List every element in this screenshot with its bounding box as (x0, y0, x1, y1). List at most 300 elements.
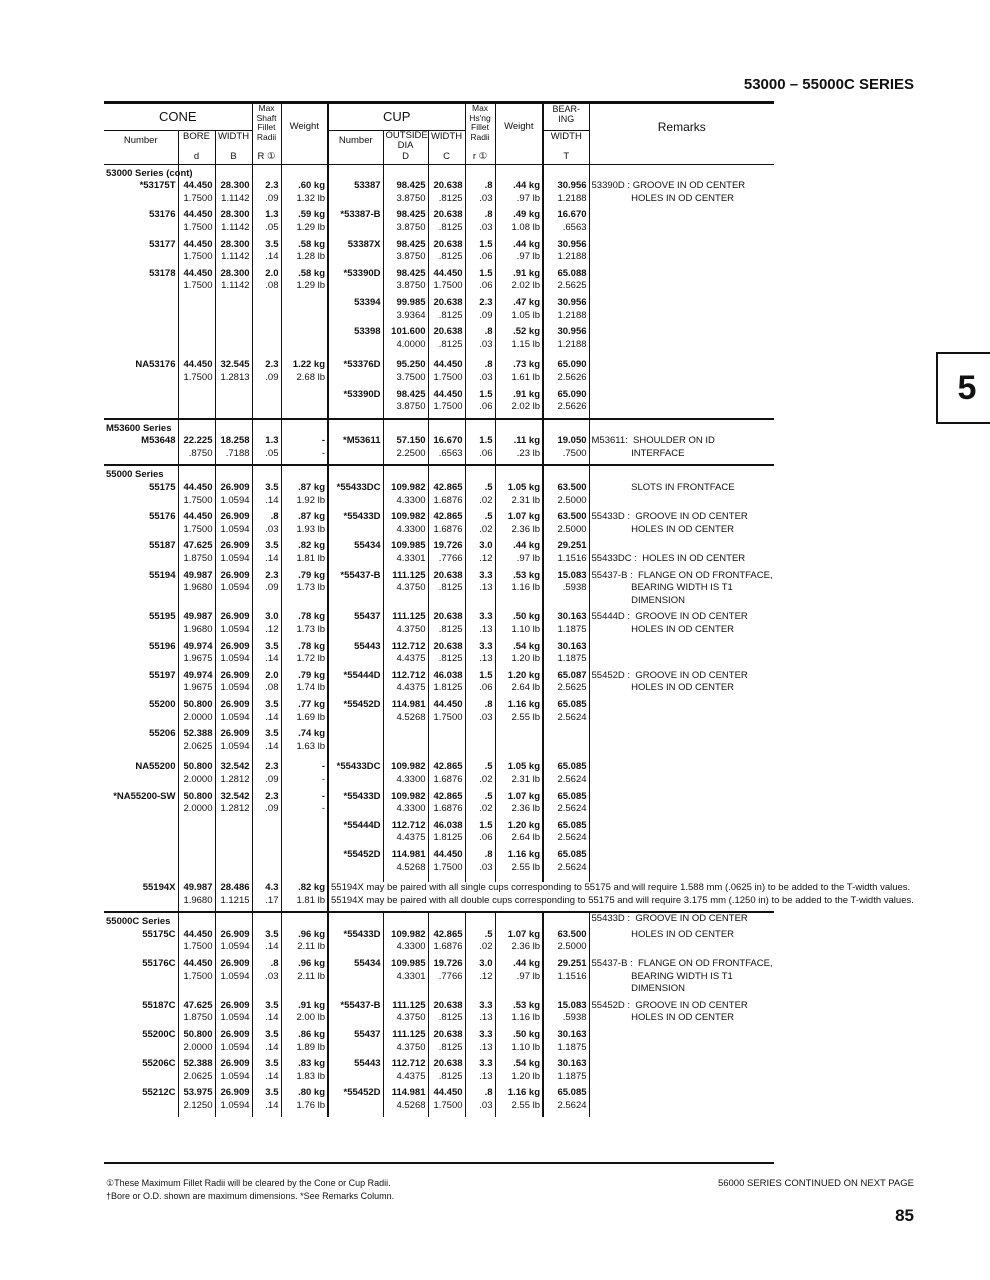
bearing-width-cell (543, 435, 589, 460)
value-metric: 2.3 (265, 359, 279, 371)
hsng-radius-cell (465, 540, 495, 565)
value-metric: 30.163 (557, 640, 587, 652)
value-metric: .59 kg (298, 209, 326, 221)
value-inch: .14 (265, 1100, 279, 1111)
value-inch: 1.6876 (433, 941, 463, 953)
value-inch: 1.2812 (220, 803, 250, 815)
outside-dia-cell (383, 761, 428, 786)
cell (252, 164, 281, 180)
bearing-width-cell (543, 359, 589, 384)
value-inch: 1.69 lb (296, 711, 326, 723)
value-metric: .91 kg (298, 999, 326, 1011)
value-metric: 1.22 kg (292, 359, 326, 371)
cell (543, 164, 589, 180)
value-inch: 1.2813 (220, 371, 250, 383)
remark-text: HOLES IN OD CENTER (591, 928, 735, 940)
cone-width-cell (215, 540, 252, 565)
shaft-radius-cell (252, 359, 281, 384)
value-metric: .8 (484, 209, 493, 221)
value-inch: .12 (265, 624, 279, 635)
cone-number: 55175C (142, 928, 176, 940)
value-inch: 1.0594 (220, 711, 250, 723)
value-inch: 1.1875 (557, 1070, 587, 1082)
table-row (104, 761, 774, 786)
bearing-width-cell (543, 641, 589, 666)
value-metric: 19.050 (557, 435, 587, 447)
bearing-width-cell (543, 1087, 589, 1112)
value-metric: 98.425 (396, 209, 426, 221)
value-inch: 1.0594 (220, 970, 250, 982)
cup-number-cell (328, 511, 383, 536)
value-inch: 2.00 lb (296, 1012, 326, 1024)
value-metric: 20.638 (433, 180, 463, 192)
cell (215, 164, 252, 180)
cup-number: 53394 (354, 296, 381, 308)
value-inch: 2.11 lb (297, 970, 326, 982)
value-metric: 112.712 (391, 640, 426, 652)
table-row (104, 699, 774, 724)
value-metric: 1.20 kg (507, 819, 541, 831)
cone-number: 55212C (142, 1087, 176, 1099)
shaft-radius-cell (252, 699, 281, 724)
hsng-radius-cell (465, 1000, 495, 1025)
cone-weight-cell (281, 791, 328, 816)
cell (428, 465, 465, 482)
value-inch: 1.72 lb (296, 653, 326, 665)
cone-number-cell (104, 699, 178, 724)
bore-cell (178, 699, 215, 724)
remarks-cell (589, 511, 774, 536)
outside-dia-cell (383, 540, 428, 565)
cell (328, 912, 383, 929)
C-header: C (428, 151, 465, 164)
value-inch: .02 (479, 773, 493, 785)
table-row (104, 482, 774, 507)
value-inch: .14 (265, 711, 279, 723)
cone-number: 55195 (149, 611, 176, 623)
cup-width-cell (428, 699, 465, 724)
value-metric: 44.450 (183, 209, 213, 221)
value-inch: 2.0000 (183, 773, 213, 785)
cone-number: 53176 (149, 209, 176, 221)
cone-weight-header: Weight (281, 104, 328, 151)
value-inch: 1.0594 (220, 682, 250, 694)
cone-weight-cell (281, 670, 328, 695)
value-inch: 2.0625 (183, 1070, 213, 1082)
value-metric: .53 kg (513, 999, 541, 1011)
cone-header: CONE (104, 104, 252, 131)
value-metric: 26.909 (220, 728, 250, 740)
value-inch: 4.3300 (396, 773, 426, 785)
shaft-radius-cell (252, 641, 281, 666)
hsng-radius-cell (465, 435, 495, 460)
value-inch: .97 lb (516, 970, 541, 982)
cone-weight-cell (281, 849, 328, 874)
table-row (104, 882, 774, 907)
cell (252, 419, 281, 436)
spacer (281, 151, 328, 164)
value-metric: 26.909 (220, 640, 250, 652)
cup-number: *55437-B (340, 569, 381, 581)
outside-dia-cell (383, 849, 428, 874)
cup-weight-cell (495, 435, 543, 460)
value-metric: 65.090 (557, 388, 587, 400)
bearing-width-cell (543, 209, 589, 234)
cone-width-cell (215, 209, 252, 234)
value-inch: 1.0594 (220, 1070, 250, 1082)
cone-number: M53648 (141, 435, 176, 447)
value-metric: 65.088 (557, 267, 587, 279)
cone-weight-cell (281, 728, 328, 753)
cup-weight-cell (495, 761, 543, 786)
section-row (104, 419, 774, 436)
value-metric: 26.909 (220, 928, 250, 940)
value-metric: 20.638 (433, 640, 463, 652)
pairing-note-1: 55194X may be paired with all single cups corresponding to 55175 and will require 1.588 mm (.0625 in) to be added to the T-width values. (331, 882, 911, 894)
cup-width-cell (428, 728, 465, 753)
hsng-radius-cell (465, 268, 495, 293)
outside-dia-cell (383, 1058, 428, 1083)
hsng-radius-cell (465, 239, 495, 264)
value-metric: 26.909 (220, 569, 250, 581)
value-inch: .03 (479, 371, 493, 383)
footnote-2: †Bore or O.D. shown are maximum dimensions. *See Remarks Column. (106, 1191, 395, 1201)
value-inch: 2.0000 (183, 803, 213, 815)
value-metric: 3.5 (265, 238, 279, 250)
value-inch: .03 (479, 192, 493, 204)
value-inch: 1.7500 (183, 941, 213, 953)
value-inch: 2.55 lb (511, 1100, 541, 1111)
value-metric: 112.712 (391, 669, 426, 681)
cone-number-cell (104, 482, 178, 507)
value-metric: 109.982 (391, 761, 426, 773)
value-inch: 4.3301 (396, 553, 426, 565)
value-metric: 44.450 (183, 359, 213, 371)
value-metric: 1.07 kg (507, 511, 541, 523)
cone-weight-cell (281, 180, 328, 205)
shaft-radius-cell (252, 326, 281, 351)
value-metric: 3.5 (265, 999, 279, 1011)
shaft-radius-cell (252, 180, 281, 205)
cup-number-cell (328, 699, 383, 724)
remarks-cell (589, 1087, 774, 1112)
value-inch: 4.4375 (396, 682, 426, 694)
value-metric: 26.909 (220, 669, 250, 681)
value-metric: 65.085 (557, 1087, 587, 1099)
value-metric: 1.5 (479, 435, 493, 447)
value-metric: 15.083 (557, 999, 587, 1011)
cup-number-cell (328, 239, 383, 264)
value-inch: .03 (479, 861, 493, 873)
shaft-radius-cell (252, 239, 281, 264)
cup-weight-cell (495, 268, 543, 293)
bore-cell (178, 540, 215, 565)
hsng-radius-cell (465, 728, 495, 753)
value-inch: .12 (479, 970, 493, 982)
value-metric: 2.3 (265, 761, 279, 773)
value-metric: .91 kg (513, 267, 541, 279)
value-metric: 3.3 (479, 999, 493, 1011)
cell (281, 465, 328, 482)
bearing-width-cell (543, 540, 589, 565)
remark-text: 55452D : GROOVE IN OD CENTER HOLES IN OD CENTER (591, 999, 748, 1024)
shaft-radius-cell (252, 761, 281, 786)
value-inch: 2.5624 (557, 803, 587, 815)
table-row (104, 929, 774, 954)
value-metric: .52 kg (513, 326, 541, 338)
cup-width-cell (428, 268, 465, 293)
section-row (104, 465, 774, 482)
cone-number: 55175 (149, 482, 176, 494)
cup-number-cell (328, 1087, 383, 1112)
value-inch: 1.0594 (220, 740, 250, 752)
bore-cell (178, 511, 215, 536)
value-inch: .14 (265, 553, 279, 565)
value-inch: .06 (479, 682, 493, 694)
cup-weight-cell (495, 1000, 543, 1025)
value-metric: 3.5 (265, 1029, 279, 1041)
outside-dia-cell (383, 180, 428, 205)
value-inch: 4.3301 (396, 970, 426, 982)
value-inch: 1.0594 (220, 582, 250, 594)
value-inch: .08 (265, 280, 279, 292)
cone-width-cell (215, 820, 252, 845)
value-inch: 1.7500 (183, 523, 213, 535)
value-inch: 1.2188 (557, 338, 587, 350)
value-inch: 2.1250 (183, 1100, 213, 1111)
value-inch: 3.8750 (396, 221, 426, 233)
spacer-cell (104, 1113, 178, 1117)
cone-number-cell (104, 389, 178, 414)
value-inch: 1.9680 (183, 582, 213, 594)
cell (178, 465, 215, 482)
hsng-radius-cell (465, 511, 495, 536)
value-inch: 3.8750 (396, 192, 426, 204)
value-inch: .06 (479, 401, 493, 413)
table-row (104, 570, 774, 608)
value-metric: 42.865 (433, 761, 463, 773)
value-inch: 1.9675 (183, 653, 213, 665)
cone-number-cell (104, 209, 178, 234)
value-inch: 1.1142 (221, 192, 250, 204)
value-metric: 26.909 (220, 1087, 250, 1099)
cup-weight-cell (495, 611, 543, 636)
value-inch: 2.11 lb (297, 941, 326, 953)
value-inch: 2.36 lb (511, 803, 541, 815)
value-inch: 1.1215 (220, 894, 250, 906)
value-inch: .12 (479, 553, 493, 565)
value-metric: 111.125 (392, 611, 426, 623)
cup-number-cell (328, 611, 383, 636)
value-inch: .08 (265, 682, 279, 694)
table-row (104, 180, 774, 205)
value-inch: 2.02 lb (511, 280, 541, 292)
value-metric: 50.800 (183, 761, 213, 773)
cup-number-cell (328, 958, 383, 996)
value-metric: 26.909 (220, 482, 250, 494)
bore-cell (178, 761, 215, 786)
cone-weight-cell (281, 511, 328, 536)
value-inch: 4.3300 (396, 941, 426, 953)
bearing-width-cell (543, 297, 589, 322)
value-metric: 50.800 (183, 790, 213, 802)
bore-cell (178, 239, 215, 264)
bore-cell (178, 820, 215, 845)
value-metric: 109.982 (391, 790, 426, 802)
cup-number-cell (328, 268, 383, 293)
hsng-radius-cell (465, 958, 495, 996)
value-metric: .47 kg (513, 296, 541, 308)
value-metric: 49.987 (183, 611, 213, 623)
cell (495, 912, 543, 929)
spacer-cell (428, 1113, 465, 1117)
cone-number: 55206 (149, 728, 176, 740)
remark-text: 55437-B : FLANGE ON OD FRONTFACE, BEARING WIDTH IS T1 DIMENSION (591, 569, 773, 606)
value-metric: 65.085 (557, 819, 587, 831)
cup-number: 55434 (354, 958, 381, 970)
table-row (104, 1058, 774, 1083)
value-metric: 1.16 kg (507, 1087, 541, 1099)
cone-width-cell (215, 570, 252, 608)
value-metric: 3.5 (265, 640, 279, 652)
bearing-width-cell (543, 1029, 589, 1054)
bearing-width-cell (543, 1058, 589, 1083)
cell (428, 912, 465, 929)
cup-number: *55452D (343, 698, 381, 710)
remarks-cell (589, 540, 774, 565)
value-inch: 1.7500 (183, 221, 213, 233)
value-metric: 30.163 (557, 1029, 587, 1041)
bore-cell (178, 326, 215, 351)
value-inch: .05 (265, 221, 279, 233)
remarks-cell (589, 435, 774, 460)
cone-weight-cell (281, 958, 328, 996)
value-metric: 3.5 (265, 1087, 279, 1099)
value-inch: 1.7500 (183, 970, 213, 982)
value-inch: 1.6876 (433, 773, 463, 785)
value-inch: 1.0594 (220, 1012, 250, 1024)
pairing-note-2: 55194X may be paired with all double cups corresponding to 55175 and will require 3.175 mm (.1250 in) to be added to the T-width values. (331, 894, 914, 906)
value-metric: 65.085 (557, 698, 587, 710)
cup-number-header: Number (328, 131, 383, 152)
cup-number-cell (328, 641, 383, 666)
remarks-cell (589, 958, 774, 996)
cell (215, 912, 252, 929)
spacer-cell (178, 1113, 215, 1117)
cone-number-cell (104, 882, 178, 907)
cell (465, 465, 495, 482)
value-inch: 1.0594 (220, 523, 250, 535)
value-inch: 1.0594 (220, 1100, 250, 1111)
value-metric: 98.425 (396, 238, 426, 250)
cup-number: *53387-B (340, 209, 381, 221)
cone-weight-cell (281, 1000, 328, 1025)
cone-number-cell (104, 1000, 178, 1025)
outside-dia-cell (383, 670, 428, 695)
section-title: 53000 Series (cont) (106, 167, 193, 179)
value-metric: 44.450 (183, 928, 213, 940)
value-inch: .14 (265, 653, 279, 665)
cell (383, 164, 428, 180)
cup-weight-cell (495, 1087, 543, 1112)
value-metric: .96 kg (298, 958, 326, 970)
value-metric: 3.5 (265, 928, 279, 940)
value-metric: 28.486 (220, 882, 250, 894)
value-metric: 18.258 (220, 435, 250, 447)
value-inch: 4.5268 (396, 1100, 426, 1111)
value-metric: 46.038 (433, 669, 463, 681)
cone-width-cell (215, 1058, 252, 1083)
value-inch: 1.8750 (183, 553, 213, 565)
value-inch: 2.36 lb (511, 523, 541, 535)
value-inch: .14 (265, 1012, 279, 1024)
cone-number: 55200 (149, 698, 176, 710)
cone-width-cell (215, 699, 252, 724)
cone-weight-cell (281, 359, 328, 384)
bearing-width-cell (543, 761, 589, 786)
value-metric: 1.07 kg (507, 790, 541, 802)
cone-number-cell (104, 435, 178, 460)
spacer-cell (383, 1113, 428, 1117)
spacer (104, 151, 178, 164)
value-metric: - (321, 761, 326, 773)
shaft-radius-cell (252, 209, 281, 234)
cone-width-cell (215, 268, 252, 293)
value-metric: .8 (484, 326, 493, 338)
cone-weight-cell (281, 570, 328, 608)
value-inch: .5938 (562, 582, 587, 594)
table-row (104, 1087, 774, 1112)
shaft-radius-cell (252, 670, 281, 695)
value-inch: 1.0594 (220, 653, 250, 665)
shaft-radius-cell (252, 728, 281, 753)
cup-width-cell (428, 849, 465, 874)
section-title: 55000 Series (106, 469, 164, 481)
cup-number-cell (328, 1000, 383, 1025)
value-metric: 44.450 (183, 958, 213, 970)
cone-weight-cell (281, 699, 328, 724)
cone-weight-cell (281, 611, 328, 636)
value-metric: .58 kg (298, 238, 326, 250)
value-inch: .97 lb (516, 251, 541, 263)
value-metric: 44.450 (433, 1087, 463, 1099)
table-row (104, 670, 774, 695)
cell (543, 419, 589, 436)
outside-dia-cell (383, 268, 428, 293)
value-inch: 1.1516 (557, 970, 587, 982)
cup-number-cell (328, 670, 383, 695)
D-header: D (383, 151, 428, 164)
bearing-width-cell (543, 958, 589, 996)
cone-weight-cell (281, 209, 328, 234)
hsng-radius-cell (465, 1087, 495, 1112)
cone-width-cell (215, 389, 252, 414)
table-row (104, 297, 774, 322)
value-inch: 1.7500 (433, 711, 463, 723)
remarks-cell (589, 1058, 774, 1083)
value-metric: 26.909 (220, 698, 250, 710)
bearing-width-cell (543, 511, 589, 536)
remarks-cell (589, 570, 774, 608)
cone-number: 55187 (149, 540, 176, 552)
value-metric: 32.542 (220, 761, 250, 773)
value-inch: .13 (479, 653, 493, 665)
cone-weight-cell (281, 820, 328, 845)
value-metric: 95.250 (396, 359, 426, 371)
value-metric: 44.450 (433, 359, 463, 371)
value-inch: 1.63 lb (296, 740, 326, 752)
hsng-radius-cell (465, 482, 495, 507)
